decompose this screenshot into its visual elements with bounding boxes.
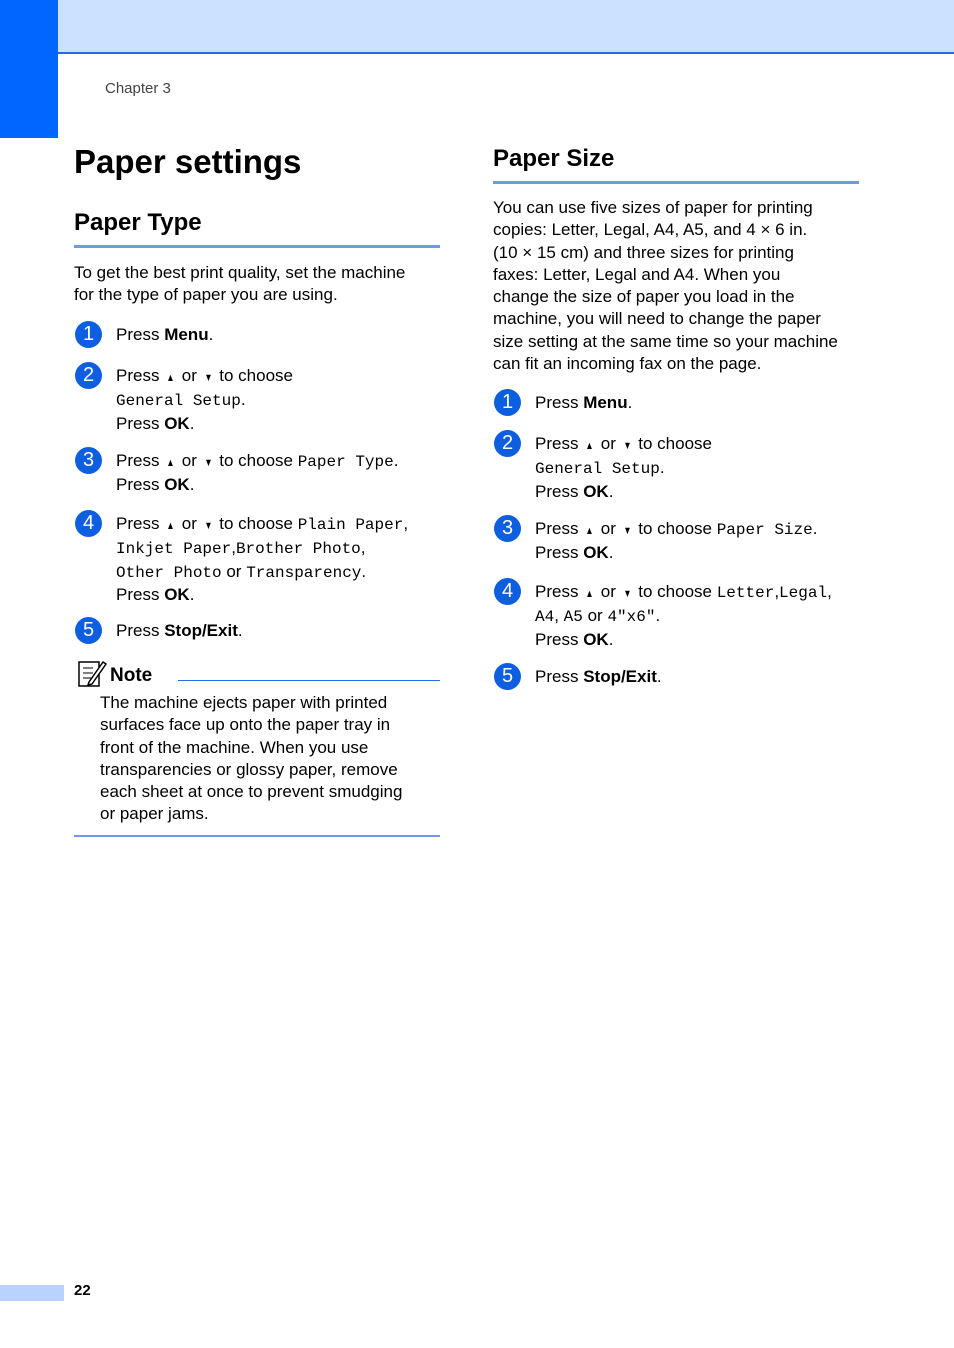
step-text: or xyxy=(177,514,202,533)
step-text: Press xyxy=(535,519,584,538)
down-arrow-icon: ▼ xyxy=(623,440,632,452)
key-ok: OK xyxy=(164,584,190,604)
step-number-icon: 1 xyxy=(494,389,521,416)
down-arrow-icon: ▼ xyxy=(204,457,213,469)
down-arrow-icon: ▼ xyxy=(623,588,632,600)
step-punct: , xyxy=(360,538,366,558)
step-1 xyxy=(494,389,632,416)
intro-line: To get the best print quality, set the machine xyxy=(74,263,406,282)
step-punct: , xyxy=(774,582,780,601)
page-title: Paper settings xyxy=(74,143,302,180)
section-title-paper-type: Paper Type xyxy=(74,209,202,236)
section-rule xyxy=(74,245,440,248)
up-arrow-icon: ▲ xyxy=(166,372,175,384)
step-punct: . xyxy=(656,667,662,686)
menu-option: A5 xyxy=(563,608,583,627)
key-stop-exit: Stop/Exit xyxy=(583,667,657,686)
intro-line: can fit an incoming fax on the page. xyxy=(493,354,762,374)
step-number-icon: 2 xyxy=(75,362,102,389)
note-line: The machine ejects paper with printed xyxy=(100,693,388,712)
menu-option: Letter xyxy=(716,584,775,602)
note-line: or paper jams. xyxy=(100,804,209,824)
step-4 xyxy=(494,578,832,651)
key-ok: OK xyxy=(583,543,609,563)
step-text: to choose xyxy=(633,582,717,601)
menu-option: Transparency xyxy=(246,563,362,582)
key-stop-exit: Stop/Exit xyxy=(164,621,238,640)
down-arrow-icon: ▼ xyxy=(204,372,213,384)
note-line: transparencies or glossy paper, remove xyxy=(100,759,398,779)
menu-option: Legal xyxy=(779,584,828,602)
paper-type-intro xyxy=(74,262,405,307)
step-text: or xyxy=(596,582,621,601)
step-text: to choose xyxy=(214,514,298,533)
intro-line: change the size of paper you load in the xyxy=(493,287,795,307)
paper-size-intro xyxy=(493,197,838,375)
step-number-icon: 4 xyxy=(494,578,521,605)
chapter-label: Chapter 3 xyxy=(105,80,171,97)
step-text: to choose xyxy=(633,519,717,538)
up-arrow-icon: ▲ xyxy=(166,457,175,469)
key-ok: OK xyxy=(583,629,609,649)
chapter-tab xyxy=(0,0,58,138)
note-line: surfaces face up onto the paper tray in xyxy=(100,715,391,735)
step-punct: . xyxy=(812,519,818,538)
up-arrow-icon: ▲ xyxy=(166,520,175,532)
up-arrow-icon: ▲ xyxy=(585,525,594,537)
key-ok: OK xyxy=(164,475,190,495)
step-punct: . xyxy=(608,629,614,649)
note-line: each sheet at once to prevent smudging xyxy=(100,782,403,802)
menu-option: A4 xyxy=(535,608,555,627)
step-number-icon: 3 xyxy=(494,515,521,542)
step-punct: , xyxy=(827,582,832,601)
note-divider xyxy=(74,835,440,837)
step-text: or xyxy=(221,561,247,581)
step-punct: . xyxy=(608,481,614,501)
step-text: Press xyxy=(535,393,584,412)
menu-option: Paper Size xyxy=(716,521,813,539)
key-ok: OK xyxy=(164,413,190,433)
note-pencil-icon xyxy=(77,658,107,688)
step-number-icon: 1 xyxy=(75,321,102,348)
step-number-icon: 5 xyxy=(494,663,521,690)
step-5 xyxy=(75,617,243,644)
section-title-paper-size: Paper Size xyxy=(493,145,615,172)
step-number-icon: 4 xyxy=(75,510,102,537)
step-1 xyxy=(75,321,213,348)
step-text: Press xyxy=(535,481,584,501)
step-punct: . xyxy=(240,390,246,410)
menu-option: 4"x6" xyxy=(607,608,656,627)
menu-option: Other Photo xyxy=(116,563,222,582)
step-punct: . xyxy=(361,561,367,581)
step-punct: , xyxy=(231,538,236,558)
menu-option: Inkjet Paper xyxy=(116,540,232,559)
menu-option: General Setup xyxy=(116,392,241,411)
up-arrow-icon: ▲ xyxy=(585,588,594,600)
step-text: Press xyxy=(535,543,584,563)
note-divider xyxy=(178,680,440,681)
step-text: Press xyxy=(116,366,165,385)
step-number-icon: 3 xyxy=(75,447,102,474)
key-menu: Menu xyxy=(583,393,628,412)
step-punct: . xyxy=(208,325,214,344)
step-punct: . xyxy=(189,475,195,495)
step-text: Press xyxy=(535,434,584,453)
step-text: Press xyxy=(116,325,165,344)
step-2 xyxy=(75,362,293,435)
step-punct: . xyxy=(655,606,661,626)
step-text: Press xyxy=(116,413,165,433)
step-punct: . xyxy=(237,621,243,640)
step-text: to choose xyxy=(633,434,712,453)
menu-option: Paper Type xyxy=(297,453,394,471)
step-text: Press xyxy=(116,475,165,495)
note-label: Note xyxy=(110,665,153,686)
menu-option: General Setup xyxy=(535,460,660,479)
step-punct: . xyxy=(189,584,195,604)
step-number-icon: 2 xyxy=(494,430,521,457)
note-line: front of the machine. When you use xyxy=(100,737,369,757)
step-5 xyxy=(494,663,662,690)
step-punct: . xyxy=(189,413,195,433)
step-text: or xyxy=(177,366,202,385)
menu-option: Plain Paper xyxy=(297,516,404,534)
intro-line: for the type of paper you are using. xyxy=(74,285,338,305)
step-2 xyxy=(494,430,712,503)
step-text: or xyxy=(177,451,202,470)
section-rule xyxy=(493,181,859,184)
step-punct: . xyxy=(608,543,614,563)
step-text: Press xyxy=(116,451,165,470)
step-3 xyxy=(494,515,817,565)
step-text: or xyxy=(582,606,608,626)
page-number: 22 xyxy=(74,1282,91,1299)
key-menu: Menu xyxy=(164,325,209,344)
intro-line: copies: Letter, Legal, A4, A5, and 4 × 6 in. xyxy=(493,220,808,240)
step-3 xyxy=(75,447,398,497)
menu-option: Brother Photo xyxy=(235,540,361,559)
step-text: Press xyxy=(116,621,165,640)
down-arrow-icon: ▼ xyxy=(623,525,632,537)
intro-line: You can use five sizes of paper for printing xyxy=(493,198,813,217)
key-ok: OK xyxy=(583,481,609,501)
step-number-icon: 5 xyxy=(75,617,102,644)
step-punct: . xyxy=(659,458,665,478)
footer-band xyxy=(0,1285,64,1301)
note-text xyxy=(100,692,402,826)
step-text: to choose xyxy=(214,451,298,470)
step-punct: . xyxy=(393,451,399,470)
step-text: Press xyxy=(535,667,584,686)
step-text: or xyxy=(596,519,621,538)
step-punct: . xyxy=(627,393,633,412)
step-text: Press xyxy=(116,514,165,533)
step-text: to choose xyxy=(214,366,293,385)
step-text: or xyxy=(596,434,621,453)
up-arrow-icon: ▲ xyxy=(585,440,594,452)
header-band xyxy=(58,0,954,54)
step-punct: , xyxy=(403,514,409,533)
intro-line: size setting at the same time so your machine xyxy=(493,331,838,351)
step-4 xyxy=(75,510,408,606)
step-text: Press xyxy=(535,629,584,649)
step-text: Press xyxy=(535,582,584,601)
intro-line: machine, you will need to change the paper xyxy=(493,309,821,329)
intro-line: (10 × 15 cm) and three sizes for printing xyxy=(493,242,794,262)
step-text: Press xyxy=(116,584,165,604)
intro-line: faxes: Letter, Legal and A4. When you xyxy=(493,264,781,284)
step-punct: , xyxy=(554,606,559,626)
down-arrow-icon: ▼ xyxy=(204,520,213,532)
